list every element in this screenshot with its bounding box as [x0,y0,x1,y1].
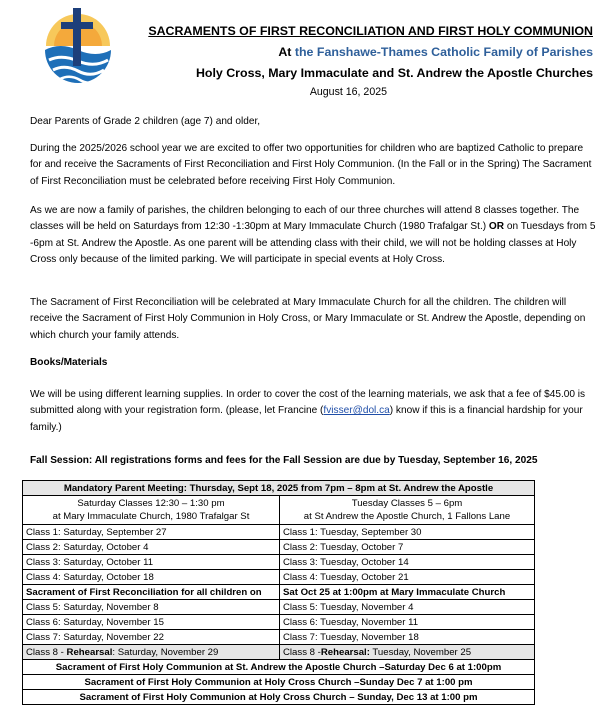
letter-date: August 16, 2025 [309,86,387,98]
communion-holy-cross-row-2: Sacrament of First Holy Communion at Holy Cross Church – Sunday, Dec 13 at 1:00 pm [23,690,535,705]
books-materials-heading: Books/Materials [30,357,108,368]
or-word: OR [488,221,505,233]
paragraph-fees: We will be using different learning supplies. In order to cover the cost of the learning materials, we ask that a fee of $45.00 is submitted along with your registration form. (please, let Francine (fvisser@dol.ca) know if this is a financial hardship for your family.) [30,389,586,433]
communion-holy-cross-row: Sacrament of First Holy Communion at Holy Cross Church –Sunday Dec 7 at 1:00 pm [23,675,535,690]
table-row: Class 6: Saturday, November 15 Class 6: Tuesday, November 11 [23,615,535,630]
paragraph-classes: As we are now a family of parishes, the children belonging to each of our three churches will attend 8 classes together. The classes will be held on Saturdays from 12:30 -1:30pm at Mary Immaculate Church (1980 Trafalgar St.) OR on Tuesdays from 5 -6pm at St. Andrew the Apostle. As one parent will be attending class with their child, we will not be holding classes at Holy Cross only because of the limited parking. We will participate in special events at Holy Cross. [30,205,596,266]
saturday-header: Saturday Classes 12:30 – 1:30 pm at Mary Immaculate Church, 1980 Trafalgar St [23,496,280,525]
table-row: Class 5: Saturday, November 8 Class 5: Tuesday, November 4 [23,600,535,615]
letter-title: SACRAMENTS OF FIRST RECONCILIATION AND FIRST HOLY COMMUNION [148,24,593,38]
table-row: Class 2: Saturday, October 4 Class 2: Tuesday, October 7 [23,540,535,555]
churches-line: Holy Cross, Mary Immaculate and St. Andrew the Apostle Churches [195,66,593,80]
paragraph-sacraments: The Sacrament of First Reconciliation will be celebrated at Mary Immaculate Church for all the children. The children will receive the Sacrament of First Holy Communion in Holy Cross, or Mary Immaculate or St. Andrew the Apostle, depending on which church your family attends. [30,297,586,341]
rehearsal-row: Class 8 - Rehearsal: Saturday, November 29 Class 8 -Rehearsal: Tuesday, November 25 [23,645,535,660]
table-row: Class 1: Saturday, September 27 Class 1: Tuesday, September 30 [23,525,535,540]
table-row: Class 3: Saturday, October 11 Class 3: Tuesday, October 14 [23,555,535,570]
fall-session-notice: Fall Session: All registrations forms and fees for the Fall Session are due by Tuesday, September 16, 2025 [30,455,538,466]
parent-meeting-row: Mandatory Parent Meeting: Thursday, Sept 18, 2025 from 7pm – 8pm at St. Andrew the Apostle [23,481,535,496]
class-schedule-table [22,480,535,705]
email-link[interactable]: fvisser@dol.ca [323,405,390,417]
reconciliation-row: Sacrament of First Reconciliation for all children on Sat Oct 25 at 1:00pm at Mary Immaculate Church [23,585,535,600]
paragraph-intro: During the 2025/2026 school year we are excited to offer two opportunities for children who are baptized Catholic to prepare for and receive the Sacraments of First Reconciliation and First Holy Communion. (In the Fall or in the Spring) The Sacrament of First Reconciliation must be celebrated before receiving First Holy Communion. [30,143,592,187]
parish-cross-waves-logo [40,6,116,94]
tuesday-header: Tuesday Classes 5 – 6pm at St Andrew the Apostle Church, 1 Fallons Lane [280,496,535,525]
parish-family-name: the Fanshawe-Thames Catholic Family of Parishes [294,45,593,59]
table-row: Class 7: Saturday, November 22 Class 7: Tuesday, November 18 [23,630,535,645]
parish-family-line [278,45,593,59]
at-word: At [278,45,292,59]
table-row: Class 4: Saturday, October 18 Class 4: Tuesday, October 21 [23,570,535,585]
communion-st-andrew-row: Sacrament of First Holy Communion at St. Andrew the Apostle Church –Saturday Dec 6 at 1:00pm [23,660,535,675]
greeting: Dear Parents of Grade 2 children (age 7) and older, [30,116,261,127]
